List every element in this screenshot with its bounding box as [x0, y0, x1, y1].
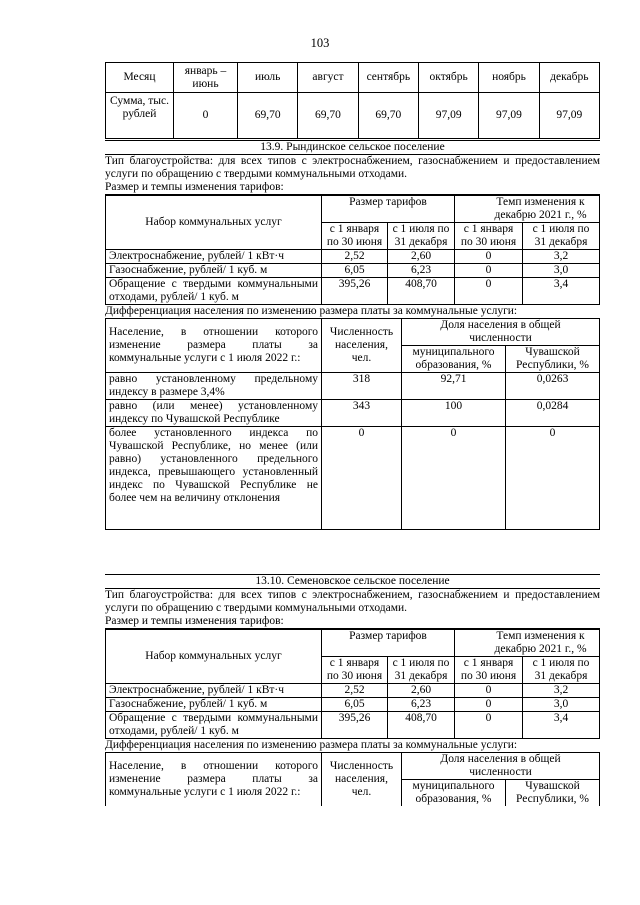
header-oct: октябрь: [418, 63, 478, 93]
rate-header-jan-jun: с 1 января по 30 июня: [455, 223, 523, 250]
value-oct: 97,09: [418, 93, 478, 139]
diff-row-municipal: 0: [402, 427, 506, 530]
diff-header-population: Население, в отношении которого изменение размера платы за коммунальные услуги с 1 июля 2022 г.:: [106, 319, 322, 373]
tariff-row-v1: 2,52: [322, 684, 388, 698]
monthly-sum-table: [105, 62, 600, 139]
tariff-row-r2: 3,4: [523, 278, 600, 305]
tariff-table: [105, 629, 600, 739]
tariff-row-v1: 2,52: [322, 250, 388, 264]
diff-row-count: 0: [322, 427, 402, 530]
type-text: Тип благоустройства: для всех типов с электроснабжением, газоснабжением и предоставлением услуги по обращению с твердыми коммунальными отходами.: [105, 589, 600, 614]
diff-row-count: 343: [322, 400, 402, 427]
header-sep: сентябрь: [358, 63, 418, 93]
section-13-10: [105, 574, 600, 806]
diff-header-count: Численность населения, чел.: [322, 319, 402, 373]
tariff-row-v1: 6,05: [322, 698, 388, 712]
tariff-row-r1: 0: [455, 684, 523, 698]
tariff-row-v2: 2,60: [388, 684, 455, 698]
tariff-row-name: Обращение с твердыми коммунальными отходами, рублей/ 1 куб. м: [106, 278, 322, 305]
value-jul: 69,70: [238, 93, 298, 139]
tariff-header-size: Размер тарифов: [322, 196, 455, 223]
section-13-9: [105, 140, 600, 530]
tariff-row-v1: 395,26: [322, 712, 388, 739]
tariff-header-size: Размер тарифов: [322, 630, 455, 657]
tariff-row-name: Обращение с твердыми коммунальными отходами, рублей/ 1 куб. м: [106, 712, 322, 739]
diff-caption: Дифференциация населения по изменению размера платы за коммунальные услуги:: [105, 739, 518, 751]
tariff-header-services: Набор коммунальных услуг: [106, 630, 322, 684]
tariff-row-v1: 6,05: [322, 264, 388, 278]
diff-header-population: Население, в отношении которого изменение размера платы за коммунальные услуги с 1 июля 2022 г.:: [106, 753, 322, 807]
section-title: 13.10. Семеновское сельское поселение: [105, 574, 600, 588]
diff-row-name: равно (или менее) установленному индексу по Чувашской Республике: [106, 400, 322, 427]
tariff-row-v2: 6,23: [388, 264, 455, 278]
tariff-row-r1: 0: [455, 278, 523, 305]
tariff-header-jul-dec: с 1 июля по 31 декабря: [388, 657, 455, 684]
tariff-row-r2: 3,2: [523, 684, 600, 698]
tariff-row-name: Газоснабжение, рублей/ 1 куб. м: [106, 264, 322, 278]
diff-row-count: 318: [322, 373, 402, 400]
header-aug: август: [298, 63, 358, 93]
diff-table: [105, 318, 600, 530]
tariff-row-name: Электроснабжение, рублей/ 1 кВт·ч: [106, 250, 322, 264]
value-jan-jun: 0: [174, 93, 238, 139]
row-label-sum: Сумма, тыс. рублей: [106, 93, 174, 139]
rate-header-jul-dec: с 1 июля по 31 декабря: [523, 223, 600, 250]
diff-header-share: Доля населения в общей численности: [402, 753, 600, 780]
diff-header-municipal: муниципального образования, %: [402, 346, 506, 373]
diff-header-republic: Чувашской Республики, %: [506, 346, 600, 373]
diff-row-republic: 0: [506, 427, 600, 530]
diff-header-share: Доля населения в общей численности: [402, 319, 600, 346]
value-sep: 69,70: [358, 93, 418, 139]
tariff-row-r2: 3,0: [523, 698, 600, 712]
header-dec: декабрь: [539, 63, 599, 93]
diff-header-municipal: муниципального образования, %: [402, 780, 506, 807]
tariff-row-r1: 0: [455, 250, 523, 264]
diff-table: [105, 752, 600, 806]
tariff-table: [105, 195, 600, 305]
diff-row-municipal: 100: [402, 400, 506, 427]
tariff-row-r2: 3,0: [523, 264, 600, 278]
header-jan-jun: январь – июнь: [174, 63, 238, 93]
diff-row-republic: 0,0263: [506, 373, 600, 400]
header-month: Месяц: [106, 63, 174, 93]
value-nov: 97,09: [479, 93, 539, 139]
tariff-row-r1: 0: [455, 698, 523, 712]
diff-header-republic: Чувашской Республики, %: [506, 780, 600, 807]
tariff-row-v1: 395,26: [322, 278, 388, 305]
tariff-row-v2: 2,60: [388, 250, 455, 264]
tariff-header-rate: Темп изменения к декабрю 2021 г., %: [455, 196, 600, 223]
diff-row-name: более установленного индекса по Чувашской Республике, но менее (или равно) установленного предельного индекса, превышающего установленный индекс по Чувашской Республике не более чем на величину отклонения: [106, 427, 322, 530]
tariff-caption: Размер и темпы изменения тарифов:: [105, 615, 600, 629]
tariff-row-name: Электроснабжение, рублей/ 1 кВт·ч: [106, 684, 322, 698]
tariff-header-jul-dec: с 1 июля по 31 декабря: [388, 223, 455, 250]
tariff-row-r1: 0: [455, 712, 523, 739]
value-aug: 69,70: [298, 93, 358, 139]
tariff-row-r1: 0: [455, 264, 523, 278]
header-nov: ноябрь: [479, 63, 539, 93]
diff-header-count: Численность населения, чел.: [322, 753, 402, 807]
tariff-header-rate: Темп изменения к декабрю 2021 г., %: [455, 630, 600, 657]
diff-row-republic: 0,0284: [506, 400, 600, 427]
diff-row-name: равно установленному предельному индексу в размере 3,4%: [106, 373, 322, 400]
value-dec: 97,09: [539, 93, 599, 139]
rate-header-jan-jun: с 1 января по 30 июня: [455, 657, 523, 684]
tariff-row-r2: 3,4: [523, 712, 600, 739]
tariff-row-name: Газоснабжение, рублей/ 1 куб. м: [106, 698, 322, 712]
tariff-caption: Размер и темпы изменения тарифов:: [105, 181, 600, 195]
tariff-header-jan-jun: с 1 января по 30 июня: [322, 657, 388, 684]
tariff-row-v2: 408,70: [388, 712, 455, 739]
type-text: Тип благоустройства: для всех типов с электроснабжением, газоснабжением и предоставлением услуги по обращению с твердыми коммунальными отходами.: [105, 155, 600, 180]
tariff-header-jan-jun: с 1 января по 30 июня: [322, 223, 388, 250]
diff-row-municipal: 92,71: [402, 373, 506, 400]
tariff-header-services: Набор коммунальных услуг: [106, 196, 322, 250]
tariff-row-r2: 3,2: [523, 250, 600, 264]
header-jul: июль: [238, 63, 298, 93]
diff-caption: Дифференциация населения по изменению размера платы за коммунальные услуги:: [105, 305, 518, 317]
tariff-row-v2: 6,23: [388, 698, 455, 712]
page-number: 103: [310, 36, 330, 50]
rate-header-jul-dec: с 1 июля по 31 декабря: [523, 657, 600, 684]
tariff-row-v2: 408,70: [388, 278, 455, 305]
section-title: 13.9. Рындинское сельское поселение: [105, 140, 600, 154]
